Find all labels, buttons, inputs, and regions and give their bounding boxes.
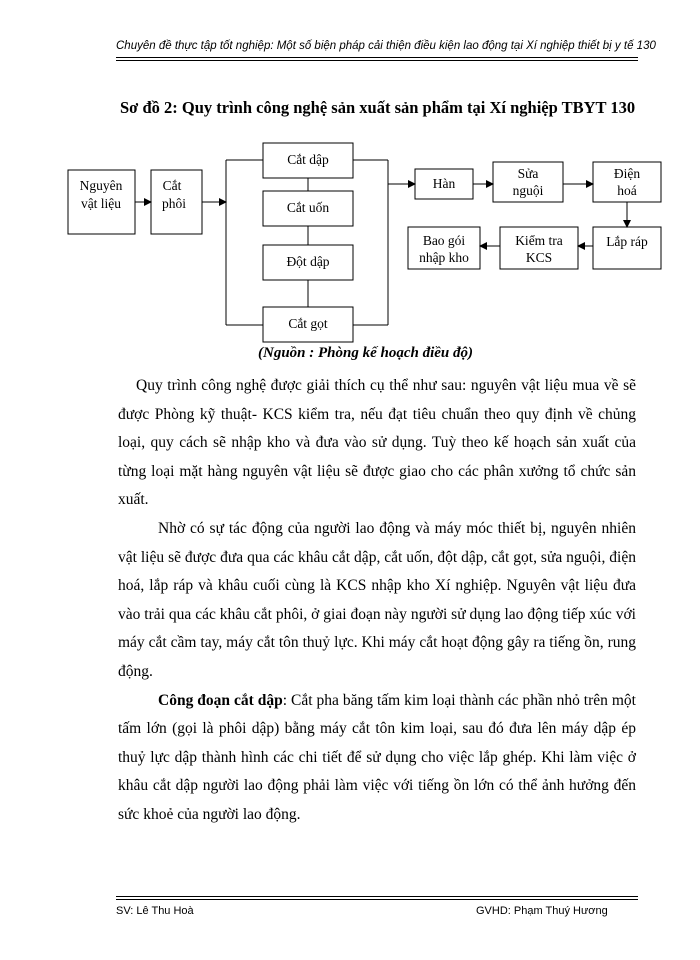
node-label: vật liệu — [80, 196, 122, 211]
node-label: Cắt uốn — [286, 200, 330, 215]
node-label: Bao gói — [422, 233, 466, 248]
node-label: Cắt gọt — [288, 316, 328, 331]
paragraph: Quy trình công nghệ được giải thích cụ thể như sau: nguyên vật liệu mua về sẽ được Phòng kỹ thuật- KCS kiểm tra, nếu đạt tiêu chuẩn theo quy định về chủng loại, quy cách sẽ nhập kho và đưa vào sử dụng. Tuỳ theo kế hoạch sản xuất của từng loại mặt hàng nguyên vật liệu sẽ được giao cho các phân xưởng tổ chức sản xuất. — [118, 377, 636, 509]
node-label: Hàn — [432, 176, 456, 191]
node-label: phôi — [161, 196, 187, 211]
node-label: Cắt — [162, 178, 182, 193]
paragraph: Nhờ có sự tác động của người lao động và máy móc thiết bị, nguyên nhiên vật liệu sẽ được đưa qua các khâu cắt dập, cắt uốn, đột dập, cắt gọt, sửa nguội, điện hoá, lắp ráp và khâu cuối cùng là KCS nhập kho Xí nghiệp. Nguyên vật liệu đưa vào trải qua các khâu cắt phôi, ở giai đoạn này người sử dụng lao động tiếp xúc với máy cắt cầm tay, máy cắt tôn thuỷ lực. Khi máy cắt hoạt động gây ra tiếng ồn, rung động. — [118, 519, 636, 680]
node-label: Sửa — [517, 166, 539, 181]
node-label: Đột dập — [286, 254, 330, 269]
node-label: Cắt dập — [287, 152, 329, 167]
node-label: nguội — [512, 183, 544, 198]
body-text — [118, 372, 636, 830]
footer-supervisor: GVHD: Phạm Thuý Hương — [476, 905, 608, 917]
node-label: Điện — [613, 166, 641, 181]
page-header: Chuyên đề thực tập tốt nghiệp: Một số biện pháp cải thiện điều kiện lao động tại Xí nghiệp thiết bị y tế 130 — [116, 40, 656, 52]
paragraph-rest: : Cắt pha băng tấm kim loại thành các phần nhỏ trên một tấm lớn (gọi là phôi dập) bằng máy cắt tôn kim loại, sau đó đưa lên máy dập ép thuỷ lực dập thành hình các chi tiết để sử dụng cho việc lắp ghép. Khi làm việc ở khâu cắt dập người lao động phải làm việc với tiếng ồn lớn có thể ảnh hưởng đến sức khoẻ của người lao động. — [118, 691, 636, 823]
node-label: KCS — [525, 250, 553, 265]
footer-student: SV: Lê Thu Hoà — [116, 905, 194, 917]
paragraph-lead: Công đoạn cắt dập — [158, 691, 283, 709]
node-label: hoá — [617, 183, 637, 198]
footer-rule — [116, 896, 638, 897]
paragraph — [118, 687, 636, 830]
node-label: Kiểm tra — [515, 233, 563, 248]
node-label: Nguyên — [79, 178, 123, 193]
diagram-source: (Nguồn : Phòng kế hoạch điều độ) — [258, 345, 474, 361]
footer-rule — [116, 899, 638, 900]
node-label: Lắp ráp — [606, 234, 648, 249]
diagram-title: Sơ đồ 2: Quy trình công nghệ sản xuất sản phẩm tại Xí nghiệp TBYT 130 — [120, 98, 636, 117]
node-label: nhập kho — [419, 250, 469, 265]
process-diagram — [0, 0, 700, 360]
